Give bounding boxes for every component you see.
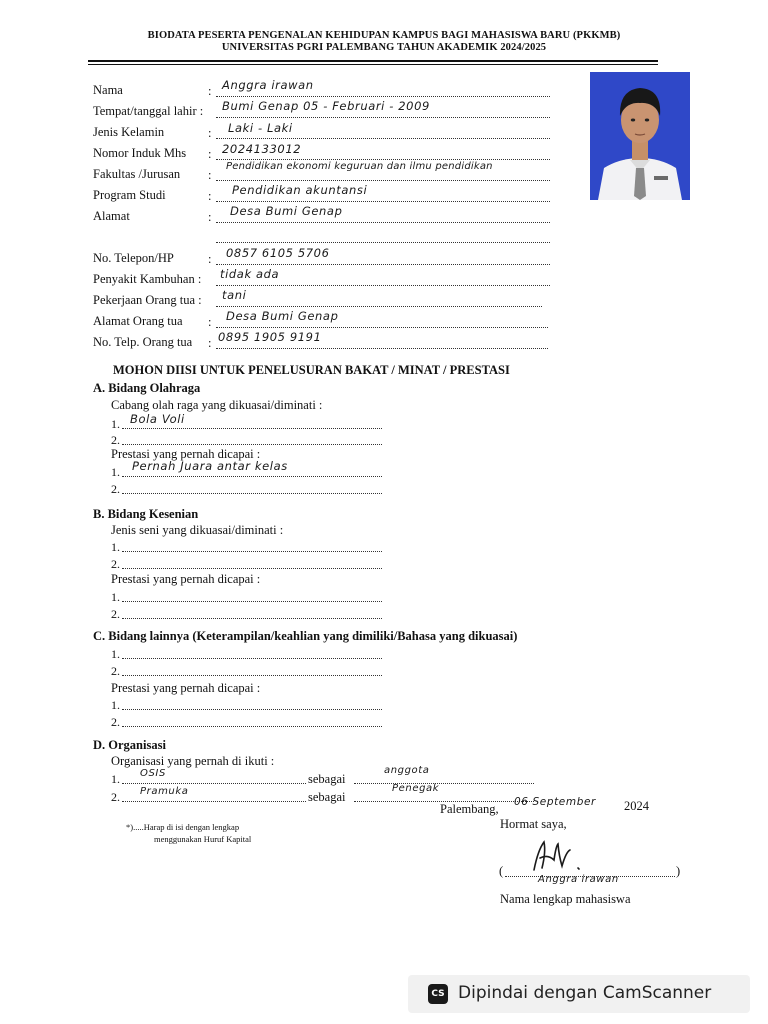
item-number: 2. [111,607,120,621]
dotted-line [122,675,382,676]
value-fakultas-jurusan: Pendidikan ekonomi keguruan dan ilmu pendidikan [226,161,493,172]
dotted-line [122,726,382,727]
dotted-line [122,428,382,429]
signature-closing: Hormat saya, [500,817,567,831]
dotted-line [122,444,382,445]
section-a-sport-1: Bola Voli [130,412,185,426]
dotted-line [216,180,550,181]
dotted-line [216,201,550,202]
label-nama: Nama [93,83,123,97]
dotted-line [216,264,550,265]
camscanner-text: Dipindai dengan CamScanner [458,983,712,1003]
section-c-title: C. Bidang lainnya (Keterampilan/keahlian yang dimiliki/Bahasa yang dikuasai) [93,629,518,643]
item-number: 1. [111,540,120,554]
dotted-line [122,658,382,659]
value-pekerjaan-orang-tua: tani [222,288,247,302]
value-alamat: Desa Bumi Genap [230,204,343,218]
dotted-line [122,601,382,602]
dotted-line [216,306,542,307]
form-title-line-1: BIODATA PESERTA PENGENALAN KEHIDUPAN KAMPUS BAGI MAHASISWA BARU (PKKMB) [147,30,621,41]
organization-2: Pramuka [140,786,189,797]
dotted-line [216,159,550,160]
item-number: 1. [111,465,120,479]
value-no-telepon: 0857 6105 5706 [226,246,330,260]
colon: : [208,189,212,203]
colon: : [208,168,212,182]
section-d-title: D. Organisasi [93,738,166,752]
dotted-line [216,285,550,286]
organization-1-role: anggota [384,765,430,776]
signature-caption: Nama lengkap mahasiswa [500,892,631,906]
item-number: 2. [111,557,120,571]
value-tempat-tanggal-lahir: Bumi Genap 05 - Februari - 2009 [222,99,430,113]
dotted-line [122,783,306,784]
colon: : [208,315,212,329]
item-number: 1. [111,772,120,786]
organization-2-role: Penegak [392,783,440,794]
item-number: 2. [111,790,120,804]
label-program-studi: Program Studi [93,188,166,202]
signature-year: 2024 [624,799,649,813]
section-a-question-2: Prestasi yang pernah dicapai : [111,447,261,461]
colon: : [208,147,212,161]
dotted-line [122,551,382,552]
item-number: 2. [111,664,120,678]
signature-date: 06 September [514,796,596,808]
signature-name: Anggra irawan [538,874,619,885]
value-nomor-induk: 2024133012 [222,142,302,156]
label-penyakit-kambuhan: Penyakit Kambuhan : [93,272,202,286]
dotted-line [354,783,534,784]
section-a-question-1: Cabang olah raga yang dikuasai/diminati : [111,398,323,412]
value-penyakit-kambuhan: tidak ada [220,267,280,281]
section-d-question: Organisasi yang pernah di ikuti : [111,754,275,768]
camscanner-logo: CS [428,984,448,1004]
dotted-line [122,476,382,477]
value-program-studi: Pendidikan akuntansi [232,183,368,197]
section-c-question-2: Prestasi yang pernah dicapai : [111,681,261,695]
item-number: 1. [111,647,120,661]
item-number: 1. [111,417,120,431]
dotted-line [122,618,382,619]
value-alamat-orang-tua: Desa Bumi Genap [226,309,339,323]
dotted-line [122,568,382,569]
header-rule-thick [88,60,658,62]
item-number: 1. [111,590,120,604]
colon: : [208,252,212,266]
sebagai-label: sebagai [308,790,346,804]
dotted-line [122,493,382,494]
value-telp-orang-tua: 0895 1905 9191 [218,330,322,344]
label-pekerjaan-orang-tua: Pekerjaan Orang tua : [93,293,202,307]
organization-1: OSIS [140,768,166,779]
item-number: 2. [111,482,120,496]
fill-note-line-1: *).....Harap di isi dengan lengkap [126,822,240,832]
label-telp-orang-tua: No. Telp. Orang tua [93,335,193,349]
dotted-line [216,327,548,328]
header-rule-thin [88,64,658,65]
item-number: 2. [111,433,120,447]
signature-place: Palembang, [440,802,499,816]
dotted-line [216,242,550,243]
value-jenis-kelamin: Laki - Laki [228,121,293,135]
item-number: 2. [111,715,120,729]
dotted-line [216,138,550,139]
label-fakultas-jurusan: Fakultas /Jurusan [93,167,181,181]
section-a-achievement-1: Pernah Juara antar kelas [132,459,288,473]
item-number: 1. [111,698,120,712]
dotted-line [216,348,548,349]
dotted-line [216,117,550,118]
talent-section-title: MOHON DIISI UNTUK PENELUSURAN BAKAT / MINAT / PRESTASI [113,363,510,377]
colon: : [208,84,212,98]
label-alamat-orang-tua: Alamat Orang tua [93,314,183,328]
colon: : [208,126,212,140]
dotted-line [216,96,550,97]
section-b-title: B. Bidang Kesenian [93,507,199,521]
value-nama: Anggra irawan [222,78,314,92]
sebagai-label: sebagai [308,772,346,786]
signature-paren-open: ( [499,864,504,878]
colon: : [208,210,212,224]
signature-paren-close: ) [676,864,681,878]
fill-note-line-2: menggunakan Huruf Kapital [154,834,252,844]
student-photo [590,72,690,200]
label-jenis-kelamin: Jenis Kelamin [93,125,165,139]
camscanner-watermark [408,975,750,1013]
colon: : [208,336,212,350]
label-no-telepon: No. Telepon/HP [93,251,174,265]
section-a-title: A. Bidang Olahraga [93,381,201,395]
handwritten-signature [528,838,588,874]
dotted-line [122,801,306,802]
dotted-line [216,222,550,223]
label-alamat: Alamat [93,209,130,223]
form-title-line-2: UNIVERSITAS PGRI PALEMBANG TAHUN AKADEMIK 2024/2025 [221,42,547,53]
section-b-question-1: Jenis seni yang dikuasai/diminati : [111,523,284,537]
label-nomor-induk: Nomor Induk Mhs [93,146,187,160]
dotted-line [122,709,382,710]
section-b-question-2: Prestasi yang pernah dicapai : [111,572,261,586]
label-tempat-tanggal-lahir: Tempat/tanggal lahir : [93,104,204,118]
